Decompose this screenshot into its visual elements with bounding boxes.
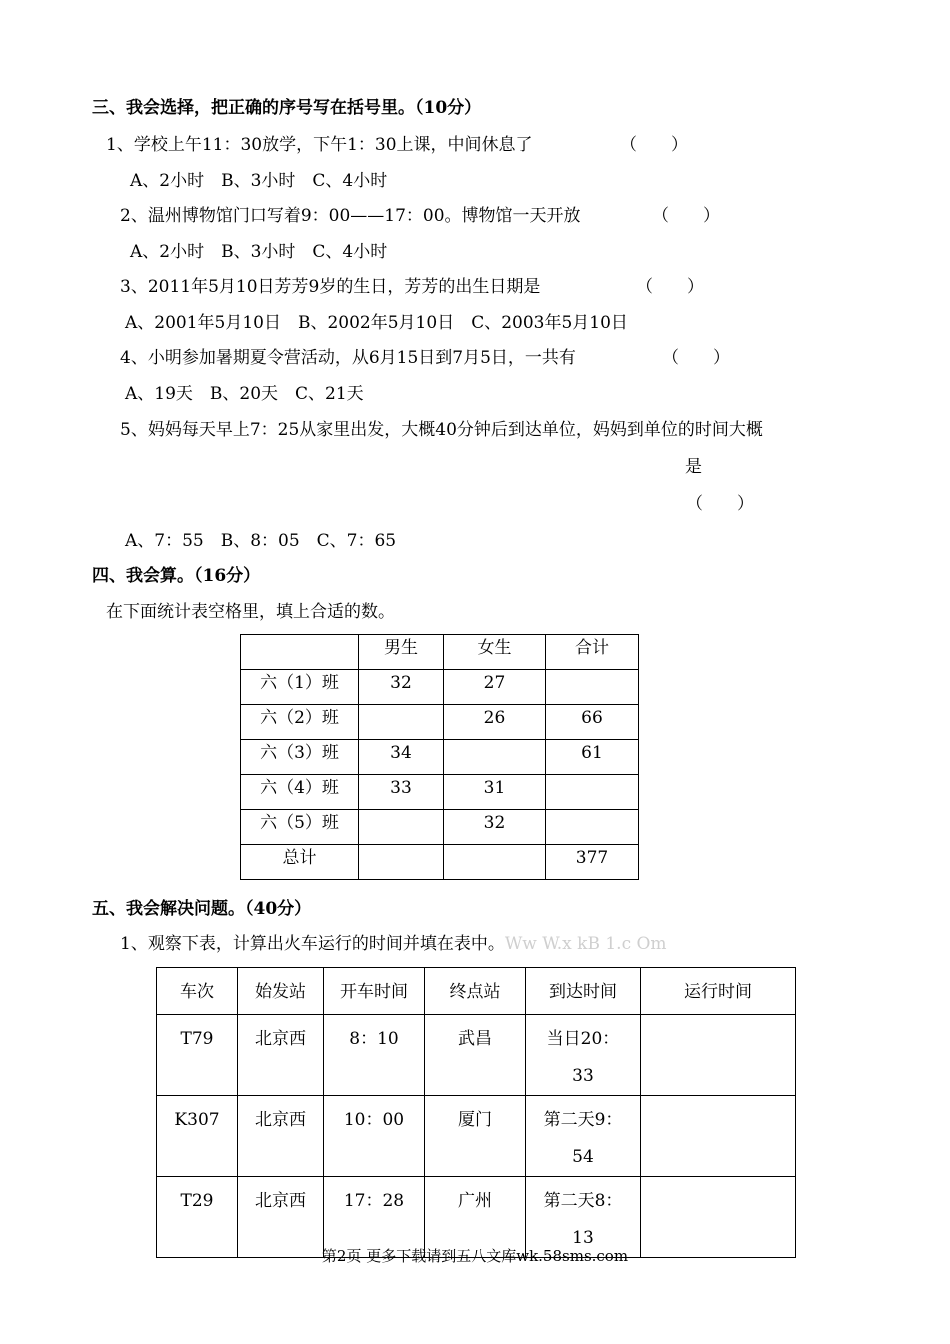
table-row [241,775,639,810]
girls-cell: 27 [444,670,546,705]
table-row [241,670,639,705]
class-name-cell: 六（2）班 [241,705,359,740]
header-cell: 终点站 [425,968,526,1015]
origin-cell: 北京西 [238,1177,324,1258]
q5-text: 5、妈妈每天早上7：25从家里出发，大概40分钟后到达单位，妈妈到单位的时间大概 [120,420,763,440]
page-footer: 第2页 更多下载请到五八文库wk.58sms.com [321,1247,629,1265]
arrival-time-cell: 第二天9：54 [526,1096,641,1177]
q3-answer-paren: （ ） [636,277,704,297]
class-name-cell: 六（1）班 [241,670,359,705]
q4-text: 4、小明参加暑期夏令营活动，从6月15日到7月5日，一共有 [120,348,576,368]
header-cell [241,635,359,670]
q2-text: 2、温州博物馆门口写着9：00——17：00。博物馆一天开放 [120,206,581,226]
girls-cell [444,740,546,775]
duration-cell [641,1096,796,1177]
header-cell: 男生 [359,635,444,670]
destination-cell: 广州 [425,1177,526,1258]
boys-cell [359,810,444,845]
q4-answer-paren: （ ） [662,348,730,368]
origin-cell: 北京西 [238,1015,324,1096]
girls-cell: 32 [444,810,546,845]
q3-text: 3、2011年5月10日芳芳9岁的生日，芳芳的出生日期是 [120,277,541,297]
train-schedule-table [156,967,796,1258]
header-cell: 开车时间 [324,968,425,1015]
q5-text-continued: 是 [685,457,702,477]
header-cell: 合计 [546,635,639,670]
train-number-cell: K307 [157,1096,238,1177]
section4-instruction: 在下面统计表空格里，填上合适的数。 [106,602,395,622]
destination-cell: 厦门 [425,1096,526,1177]
q5-options: A、7：55 B、8：05 C、7：65 [125,531,397,551]
table-row [241,740,639,775]
girls-cell [444,845,546,880]
boys-cell: 34 [359,740,444,775]
origin-cell: 北京西 [238,1096,324,1177]
girls-cell: 31 [444,775,546,810]
departure-time-cell: 17：28 [324,1177,425,1258]
boys-cell [359,705,444,740]
table-row [241,705,639,740]
train-number-cell: T79 [157,1015,238,1096]
total-cell [546,810,639,845]
q4-options: A、19天 B、20天 C、21天 [125,384,364,404]
girls-cell: 26 [444,705,546,740]
section3-heading: 三、我会选择，把正确的序号写在括号里。（10分） [92,98,482,118]
departure-time-cell: 10：00 [324,1096,425,1177]
destination-cell: 武昌 [425,1015,526,1096]
arrival-time-cell: 当日20：33 [526,1015,641,1096]
total-cell: 66 [546,705,639,740]
watermark-text: Ww W.x kB 1.c Om [504,934,667,954]
header-cell: 始发站 [238,968,324,1015]
table-row [157,1096,796,1177]
header-cell: 车次 [157,968,238,1015]
q1-options: A、2小时 B、3小时 C、4小时 [130,171,388,191]
section5-q1-text [120,933,667,955]
train-number-cell: T29 [157,1177,238,1258]
q5-answer-paren: （ ） [686,494,754,514]
total-cell: 377 [546,845,639,880]
header-cell: 女生 [444,635,546,670]
departure-time-cell: 8：10 [324,1015,425,1096]
header-cell: 运行时间 [641,968,796,1015]
table-row [241,810,639,845]
class-stats-table [240,634,639,880]
class-name-cell: 总计 [241,845,359,880]
table-row [157,1015,796,1096]
boys-cell: 32 [359,670,444,705]
q1-instruction: 1、观察下表，计算出火车运行的时间并填在表中。 [120,934,505,954]
class-name-cell: 六（5）班 [241,810,359,845]
q1-text: 1、学校上午11：30放学，下午1：30上课，中间休息了 [106,135,533,155]
arrival-time-cell: 第二天8：13 [526,1177,641,1258]
header-cell: 到达时间 [526,968,641,1015]
class-name-cell: 六（3）班 [241,740,359,775]
q2-answer-paren: （ ） [652,206,720,226]
section4-heading: 四、我会算。（16分） [92,566,261,586]
total-cell [546,775,639,810]
q2-options: A、2小时 B、3小时 C、4小时 [130,242,388,262]
total-cell: 61 [546,740,639,775]
q1-answer-paren: （ ） [620,135,688,155]
boys-cell [359,845,444,880]
q3-options: A、2001年5月10日 B、2002年5月10日 C、2003年5月10日 [125,313,628,333]
section5-heading: 五、我会解决问题。（40分） [92,899,312,919]
table-header-row [241,635,639,670]
class-name-cell: 六（4）班 [241,775,359,810]
total-cell [546,670,639,705]
table-header-row [157,968,796,1015]
duration-cell [641,1015,796,1096]
table-total-row [241,845,639,880]
boys-cell: 33 [359,775,444,810]
